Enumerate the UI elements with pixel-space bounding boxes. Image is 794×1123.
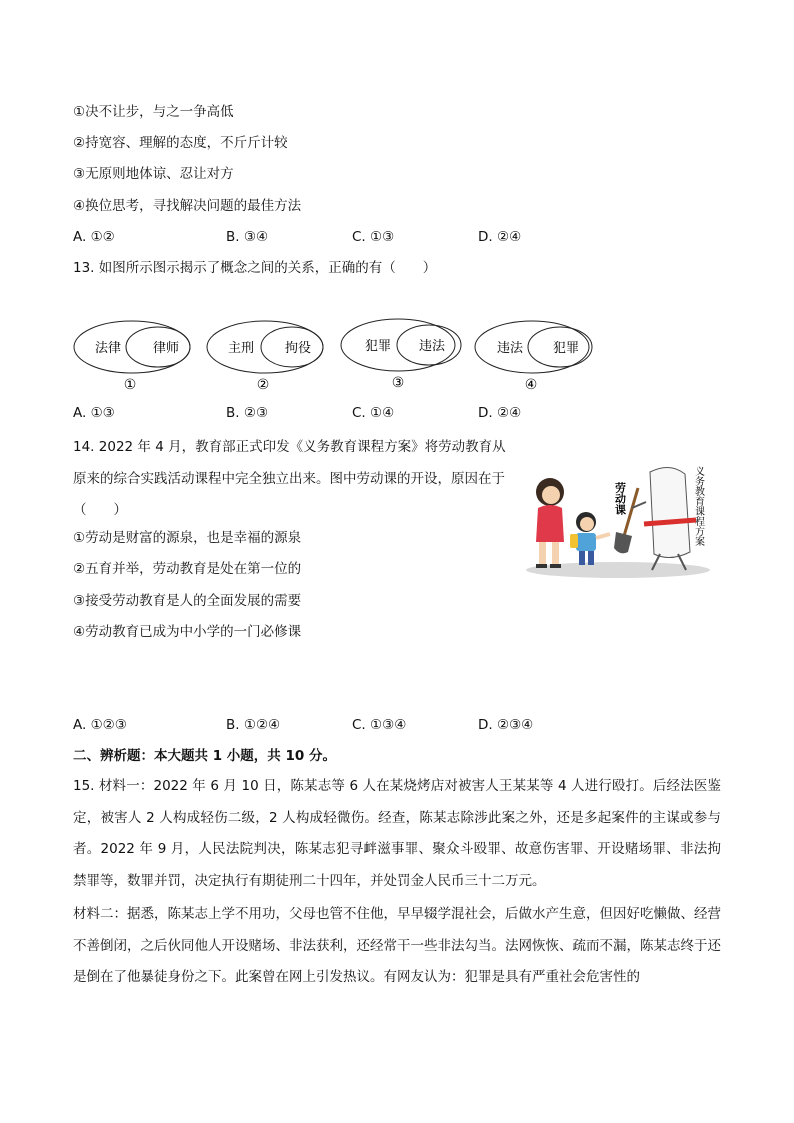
section-2-title: 二、辨析题：本大题共 1 小题，共 10 分。 [73,748,336,764]
diagram-2-outer-label: 主刑 [227,341,255,356]
diagram-3-outer-label: 犯罪 [364,339,392,354]
diagram-4-number: ④ [524,377,538,393]
q12-option-4: ④换位思考，寻找解决问题的最佳方法 [73,198,302,214]
diagram-2-number: ② [256,377,270,393]
labor-education-cartoon [520,462,716,578]
q15-material-2: 材料二：据悉，陈某志上学不用功，父母也管不住他，早早辍学混社会，后做水产生意，但因好吃懒做、经营不善倒闭，之后伙同他人开设赌场、非法获利，还经常干一些非法勾当。法网恢恢、疏而不漏，陈某志终于还是倒在了他暴徒身份之下。此案曾在网上引发热议。有网友认为：犯罪是具有严重社会危害性的 [73,906,721,985]
diagram-3-number: ③ [391,375,405,391]
q15-material-1: 15. 材料一：2022 年 6 月 10 日，陈某志等 6 人在某烧烤店对被害人王某某等 4 人进行殴打。后经法医鉴定，被害人 2 人构成轻伤二级，2 人构成轻微伤。经查，陈某志除涉此案之外，还是多起案件的主谋或参与者。2022 年 9 月，人民法院判决，陈某志犯寻衅滋事罪、聚众斗殴罪、故意伤害罪、开设赌场罪、非法拘禁罪等，数罪并罚，决定执行有期徒刑二十四年，并处罚金人民币三十二万元。 [73,778,721,889]
q14-choice-d[interactable]: D. ②③④ [478,717,534,733]
q14-option-4: ④劳动教育已成为中小学的一门必修课 [73,624,302,640]
scroll-label: 义务教育课程方案 [692,466,704,546]
q13-choice-d[interactable]: D. ②④ [478,405,522,421]
q14-choice-c[interactable]: C. ①③④ [352,717,407,733]
q14-choice-b[interactable]: B. ①②④ [226,717,281,733]
scroll-character [632,467,696,570]
q13-concept-diagrams [70,315,610,395]
q13-stem: 13. 如图所示图示揭示了概念之间的关系，正确的有（ ） [73,260,437,276]
mother-figure [536,478,564,568]
shovel-label: 劳动课 [613,482,627,515]
q12-option-2: ②持宽容、理解的态度，不斤斤计较 [73,135,288,151]
concept-diagram-3 [341,319,461,391]
q13-choice-c[interactable]: C. ①④ [352,405,395,421]
child-figure [570,512,610,565]
q14-stem: 14. 2022 年 4 月，教育部正式印发《义务教育课程方案》将劳动教育从原来的综合实践活动课程中完全独立出来。图中劳动课的开设，原因在于（ ） [73,439,506,518]
q13-choice-b[interactable]: B. ②③ [226,405,269,421]
diagram-1-number: ① [123,377,137,393]
concept-diagram-2 [207,321,323,393]
concept-diagram-1 [74,321,190,393]
q14-choice-a[interactable]: A. ①②③ [73,717,127,733]
diagram-4-outer-label: 违法 [496,341,524,356]
q12-choice-b[interactable]: B. ③④ [226,229,269,245]
q12-option-3: ③无原则地体谅、忍让对方 [73,166,234,182]
diagram-2-inner-label: 拘役 [284,341,312,356]
q14-option-2: ②五育并举，劳动教育是处在第一位的 [73,561,302,577]
q12-choice-d[interactable]: D. ②④ [478,229,522,245]
diagram-1-outer-label: 法律 [94,341,122,356]
q13-choice-a[interactable]: A. ①③ [73,405,115,421]
q14-option-3: ③接受劳动教育是人的全面发展的需要 [73,593,302,609]
q12-choice-a[interactable]: A. ①② [73,229,115,245]
q12-choice-c[interactable]: C. ①③ [352,229,395,245]
q14-option-1: ①劳动是财富的源泉，也是幸福的源泉 [73,530,302,546]
diagram-3-inner-label: 违法 [418,339,446,354]
concept-diagram-4 [475,321,592,393]
q12-option-1: ①决不让步，与之一争高低 [73,104,234,120]
diagram-1-inner-label: 律师 [152,341,180,356]
diagram-4-inner-label: 犯罪 [552,341,580,356]
